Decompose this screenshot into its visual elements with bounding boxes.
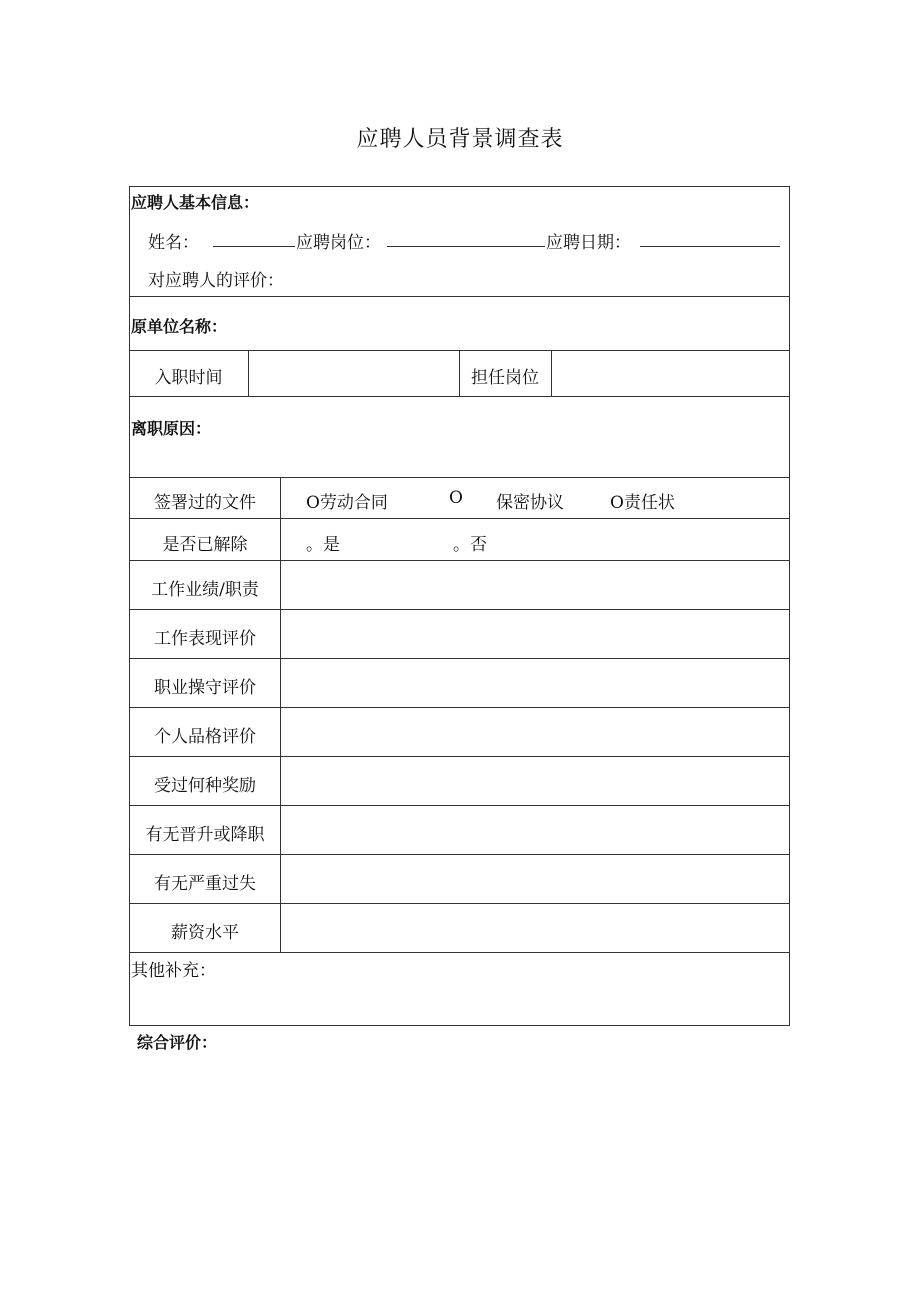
doc-option-confidentiality[interactable]: 保密协议 <box>496 493 564 513</box>
position-held-label: 担任岗位 <box>471 368 539 388</box>
basic-info-header: 应聘人基本信息： <box>131 193 260 212</box>
former-employer-label: 原单位名称： <box>131 317 228 336</box>
row-label-professional-ethics: 职业操守评价 <box>154 678 256 698</box>
doc-option-responsibility[interactable]: O责任状 <box>610 493 675 513</box>
position-label: 应聘岗位： <box>296 233 381 253</box>
other-remarks-label: 其他补充： <box>131 961 216 981</box>
row-label-awards: 受过何种奖励 <box>154 776 256 796</box>
row-label-performance: 工作业绩/职责 <box>151 580 259 600</box>
evaluation-label: 对应聘人的评价： <box>148 271 284 291</box>
row-label-work-evaluation: 工作表现评价 <box>154 629 256 649</box>
date-field[interactable] <box>640 246 780 247</box>
position-field[interactable] <box>387 246 545 247</box>
doc-option-circle[interactable]: O <box>449 488 463 508</box>
doc-option-labor-contract[interactable]: O劳动合同 <box>306 493 388 513</box>
row-label-salary: 薪资水平 <box>171 923 239 943</box>
row-label-serious-faults: 有无严重过失 <box>154 874 256 894</box>
row-label-character: 个人品格评价 <box>154 727 256 747</box>
documents-label: 签署过的文件 <box>154 493 256 513</box>
leave-reason-label: 离职原因： <box>131 419 212 438</box>
name-label: 姓名： <box>148 233 199 253</box>
released-yes-option[interactable]: 。是 <box>306 535 340 555</box>
overall-evaluation-label: 综合评价： <box>137 1033 218 1052</box>
entry-time-label: 入职时间 <box>154 368 223 388</box>
position-held-field[interactable] <box>552 351 789 396</box>
released-no-option[interactable]: 。否 <box>453 535 487 555</box>
page-title: 应聘人员背景调查表 <box>356 127 564 152</box>
date-label: 应聘日期： <box>546 233 631 253</box>
row-label-promotion: 有无晋升或降职 <box>145 825 265 845</box>
released-label: 是否已解除 <box>162 535 248 555</box>
survey-table <box>129 186 790 1026</box>
entry-time-field[interactable] <box>249 351 459 396</box>
name-field[interactable] <box>213 246 295 247</box>
